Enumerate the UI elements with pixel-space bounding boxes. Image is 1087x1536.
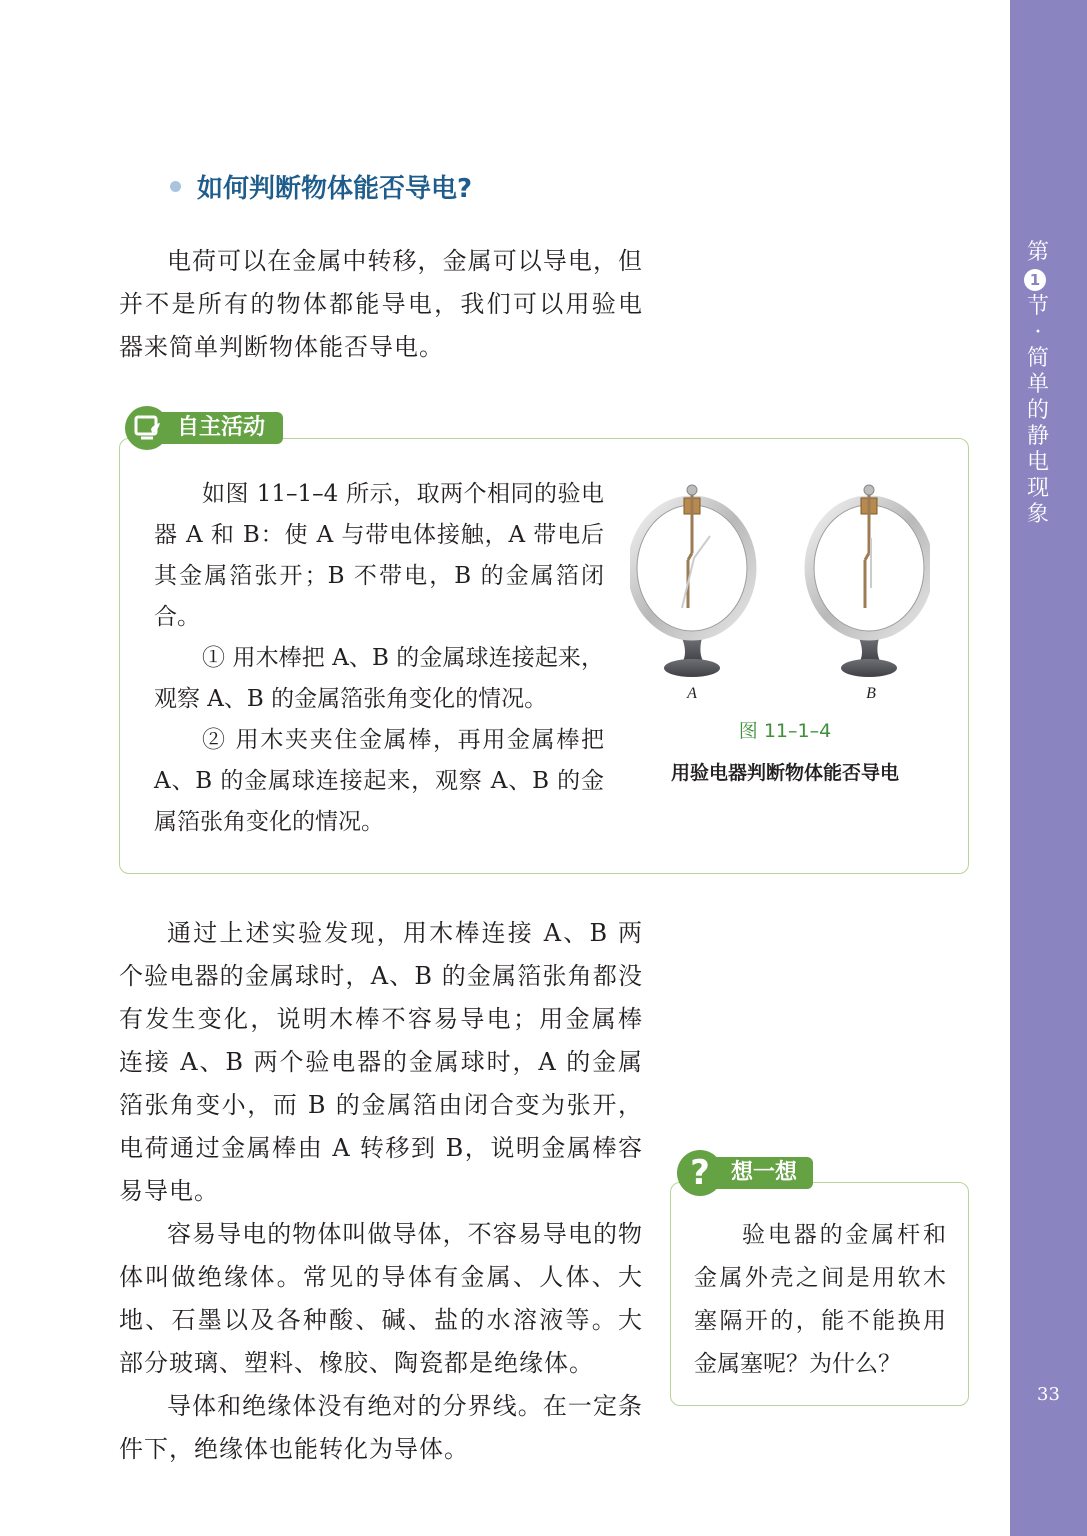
think-text: 验电器的金属杆和金属外壳之间是用软木塞隔开的，能不能换用金属塞呢？为什么？ <box>694 1222 946 1377</box>
label-b: B <box>866 685 876 702</box>
chapter-title-vertical <box>1024 240 1052 528</box>
chapter-suffix: 节·简单的静电现象 <box>1026 294 1049 527</box>
activity-tab: 自主活动 <box>159 412 283 444</box>
activity-label <box>125 405 283 451</box>
body-p2: 容易导电的物体叫做导体，不容易导电的物体叫做绝缘体。常见的导体有金属、人体、大地、石墨以及各种酸、碱、盐的水溶液等。大部分玻璃、塑料、橡胶、陶瓷都是绝缘体。 <box>119 1220 643 1377</box>
body-p1: 通过上述实验发现，用木棒连接 A、B 两个验电器的金属球时，A、B 的金属箔张角都没有发生变化，说明木棒不容易导电；用金属棒连接 A、B 两个验电器的金属球时，A 的金属箔张角变小，而 B 的金属箔由闭合变为张开，电荷通过金属棒由 A 转移到 B，说明金属棒容易导电。 <box>119 919 643 1205</box>
question-mark-icon: ? <box>677 1150 723 1196</box>
activity-text <box>154 474 604 843</box>
electroscope-a <box>632 485 752 677</box>
page-number: 33 <box>1037 1384 1060 1405</box>
activity-p2: ① 用木棒把 A、B 的金属球连接起来，观察 A、B 的金属箔张角变化的情况。 <box>154 645 604 712</box>
label-a: A <box>687 685 697 702</box>
activity-p3: ② 用木夹夹住金属棒，再用金属棒把 A、B 的金属球连接起来，观察 A、B 的金属箔张角变化的情况。 <box>154 727 604 835</box>
chapter-number-badge: 1 <box>1024 269 1046 291</box>
figure-caption: 用验电器判断物体能否导电 <box>670 762 899 784</box>
electroscope-b <box>809 485 929 677</box>
body-text <box>119 912 643 1471</box>
figure-number: 图 11–1–4 <box>738 720 832 742</box>
body-p3: 导体和绝缘体没有绝对的分界线。在一定条件下，绝缘体也能转化为导体。 <box>119 1392 643 1463</box>
bullet-dot-icon <box>170 181 181 192</box>
think-label <box>677 1148 813 1198</box>
chapter-prefix: 第 <box>1026 240 1049 265</box>
electroscope-figure <box>630 478 930 708</box>
intro-paragraph <box>119 240 643 369</box>
intro-text: 电荷可以在金属中转移，金属可以导电，但并不是所有的物体都能导电，我们可以用验电器来简单判断物体能否导电。 <box>119 247 643 361</box>
chapter-sidebar <box>1010 0 1087 1536</box>
think-tab: 想一想 <box>713 1157 813 1189</box>
heading-text: 如何判断物体能否导电? <box>197 174 473 204</box>
section-heading <box>170 168 472 205</box>
activity-p1: 如图 11–1–4 所示，取两个相同的验电器 A 和 B：使 A 与带电体接触，A 带电后其金属箔张开；B 不带电，B 的金属箔闭合。 <box>154 481 604 630</box>
activity-icon <box>125 406 169 450</box>
